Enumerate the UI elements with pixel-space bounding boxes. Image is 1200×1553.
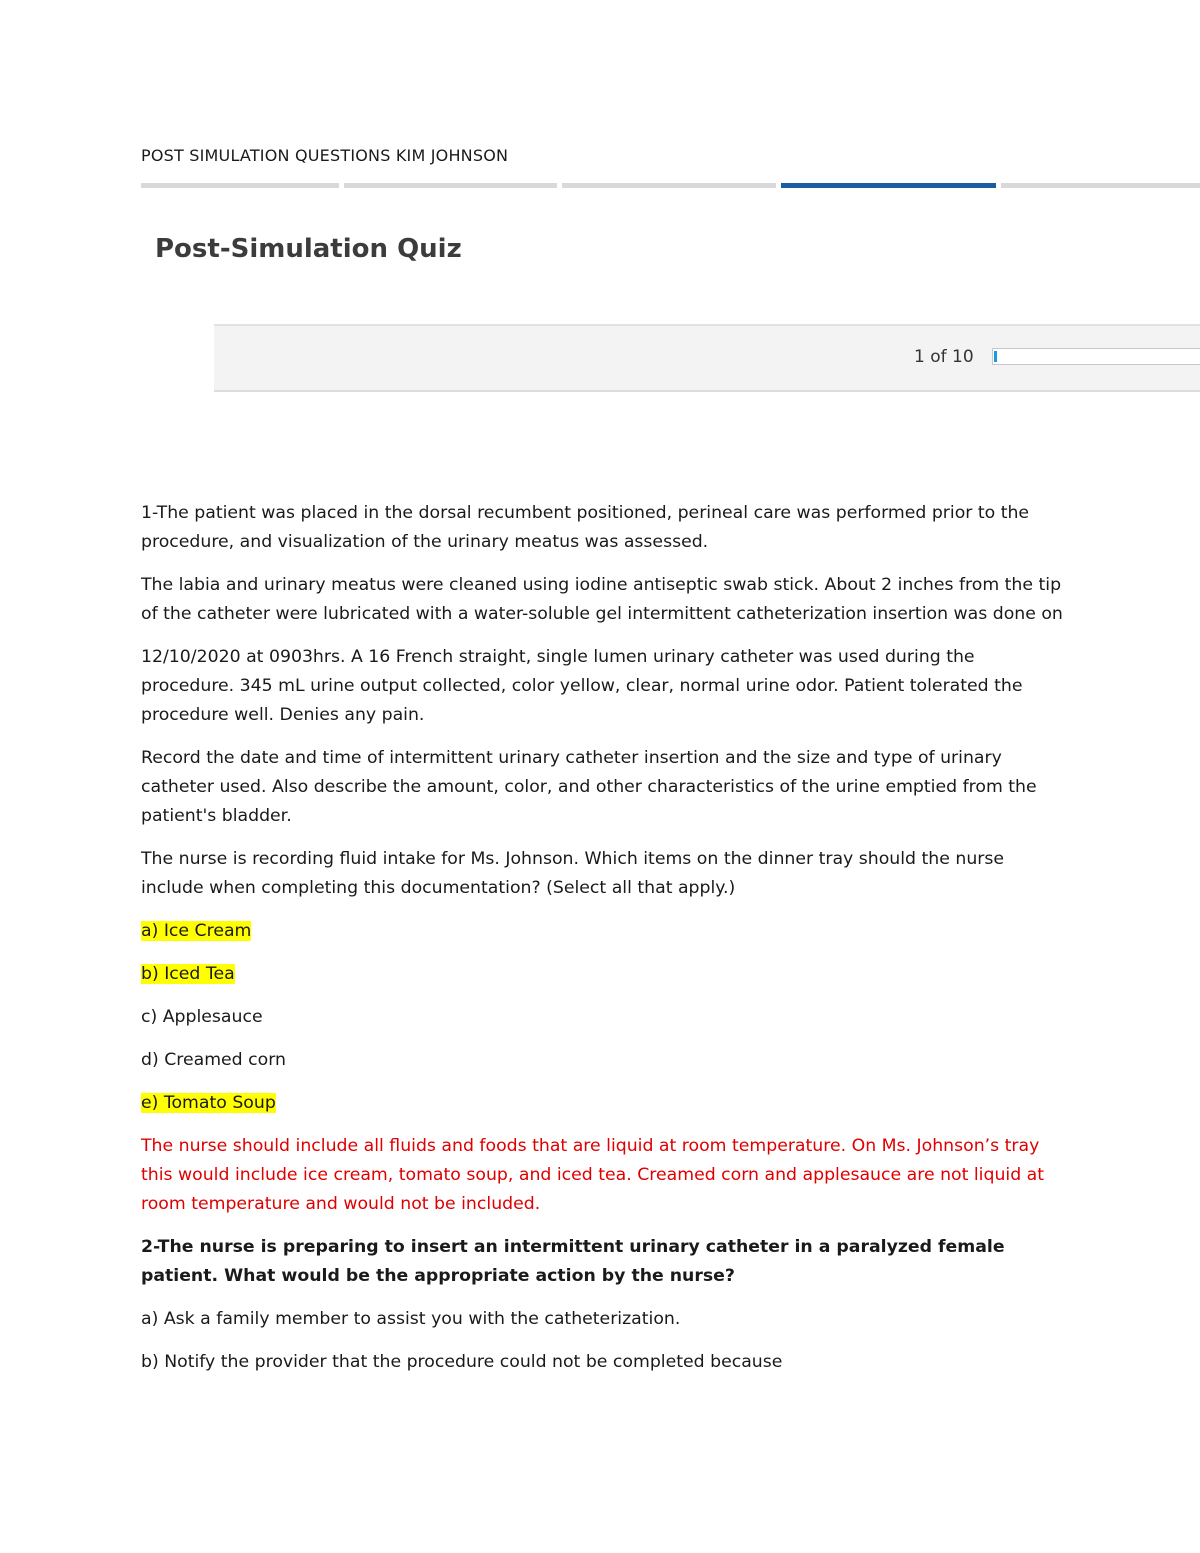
q1-paragraph-2: The labia and urinary meatus were cleaned using iodine antiseptic swab stick. About 2 inches from the tip of the catheter were lubricated with a water-soluble gel intermittent catheterization insertion was done on [141, 575, 1063, 624]
progress-bar-fill [994, 351, 997, 362]
q1-question: The nurse is recording fluid intake for Ms. Johnson. Which items on the dinner tray should the nurse include when completing this documentation? (Select all that apply.) [141, 849, 1005, 898]
question-counter: 1 of 10 [914, 347, 974, 367]
q1-option-d-text: d) Creamed corn [141, 1050, 286, 1070]
q1-option-e [141, 1089, 1066, 1118]
q1-paragraph-3: 12/10/2020 at 0903hrs. A 16 French straight, single lumen urinary catheter was used during the procedure. 345 mL urine output collected, color yellow, clear, normal urine odor. Patient tolerated the procedure well. Denies any pain. [141, 647, 1023, 725]
q1-paragraph-1: 1-The patient was placed in the dorsal recumbent positioned, perineal care was performed prior to the procedure, and visualization of the urinary meatus was assessed. [141, 503, 1030, 552]
step-indicator [141, 183, 1200, 189]
q1-option-b-text: b) Iced Tea [141, 964, 235, 984]
quiz-progress-panel [214, 324, 1200, 392]
document-body [141, 499, 1066, 1391]
q2-option-b: b) Notify the provider that the procedure could not be completed because [141, 1352, 783, 1372]
q1-option-a [141, 917, 1066, 946]
q1-option-d [141, 1046, 1066, 1075]
q1-instructions: Record the date and time of intermittent urinary catheter insertion and the size and type of urinary catheter used. Also describe the amount, color, and other characteristics of the urine emptied from the patient's bladder. [141, 748, 1037, 826]
document-heading: POST SIMULATION QUESTIONS KIM JOHNSON [141, 146, 509, 165]
q1-option-e-text: e) Tomato Soup [141, 1093, 276, 1113]
q1-option-b [141, 960, 1066, 989]
q2-question: 2-The nurse is preparing to insert an intermittent urinary catheter in a paralyzed female patient. What would be the appropriate action by the nurse? [141, 1237, 1005, 1286]
step-segment-2 [344, 183, 557, 188]
step-segment-4-active [781, 183, 996, 188]
quiz-title: Post-Simulation Quiz [155, 234, 462, 264]
q1-option-a-text: a) Ice Cream [141, 921, 252, 941]
step-segment-5 [1001, 183, 1200, 188]
q2-option-a: a) Ask a family member to assist you with the catheterization. [141, 1309, 681, 1329]
q1-option-c-text: c) Applesauce [141, 1007, 263, 1027]
step-segment-1 [141, 183, 339, 188]
progress-bar [992, 348, 1200, 365]
step-segment-3 [562, 183, 776, 188]
q1-option-c [141, 1003, 1066, 1032]
q1-rationale: The nurse should include all fluids and foods that are liquid at room temperature. On Ms. Johnson’s tray this would include ice cream, tomato soup, and iced tea. Creamed corn and applesauce are not liquid at room temperature and would not be included. [141, 1136, 1045, 1214]
